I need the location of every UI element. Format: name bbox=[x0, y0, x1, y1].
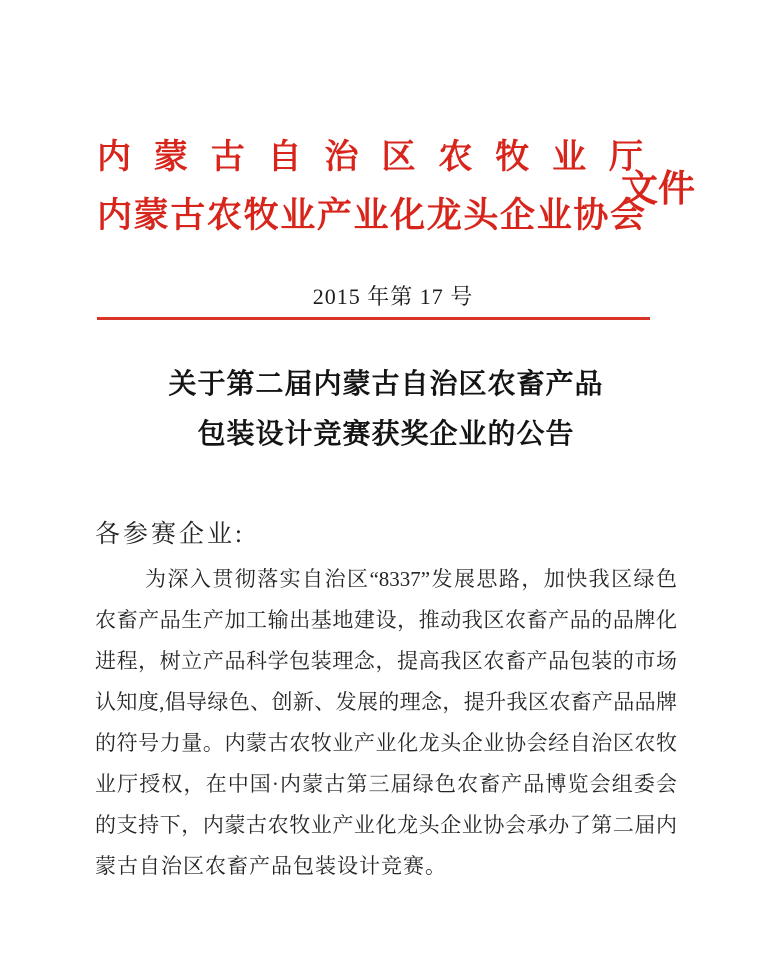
paragraph-line: 蒙古自治区农畜产品包装设计竞赛。 bbox=[95, 854, 447, 878]
title-line-1: 关于第二届内蒙古自治区农畜产品 bbox=[168, 369, 604, 400]
paragraph-line: 进程，树立产品科学包装理念，提高我区农畜产品包装的市场 bbox=[95, 649, 677, 673]
paragraph-line: 的支持下，内蒙古农牧业产业化龙头企业协会承办了第二届内 bbox=[95, 813, 677, 837]
body-paragraph bbox=[95, 559, 677, 887]
paragraph-line: 业厅授权，在中国·内蒙古第三届绿色农畜产品博览会组委会 bbox=[95, 772, 677, 796]
paragraph-line: 认知度,倡导绿色、创新、发展的理念，提升我区农畜产品品牌 bbox=[95, 690, 677, 714]
salutation: 各参赛企业: bbox=[95, 521, 245, 548]
issuer-name-line1: 内蒙古自治区农牧业厅 bbox=[97, 139, 643, 176]
red-separator-rule bbox=[97, 317, 650, 320]
paragraph-line: 农畜产品生产加工输出基地建设，推动我区农畜产品的品牌化 bbox=[95, 608, 677, 632]
document-title bbox=[95, 360, 677, 460]
document-number: 2015 年第 17 号 bbox=[312, 284, 474, 309]
paragraph-line: 为深入贯彻落实自治区“8337”发展思路，加快我区绿色 bbox=[145, 567, 677, 591]
paragraph-line: 的符号力量。内蒙古农牧业产业化龙头企业协会经自治区农牧 bbox=[95, 731, 677, 755]
title-line-2: 包装设计竞赛获奖企业的公告 bbox=[197, 419, 575, 450]
document-type-label: 文件 bbox=[621, 169, 695, 210]
issuer-name-line2: 内蒙古农牧业产业化龙头企业协会 bbox=[97, 196, 645, 235]
